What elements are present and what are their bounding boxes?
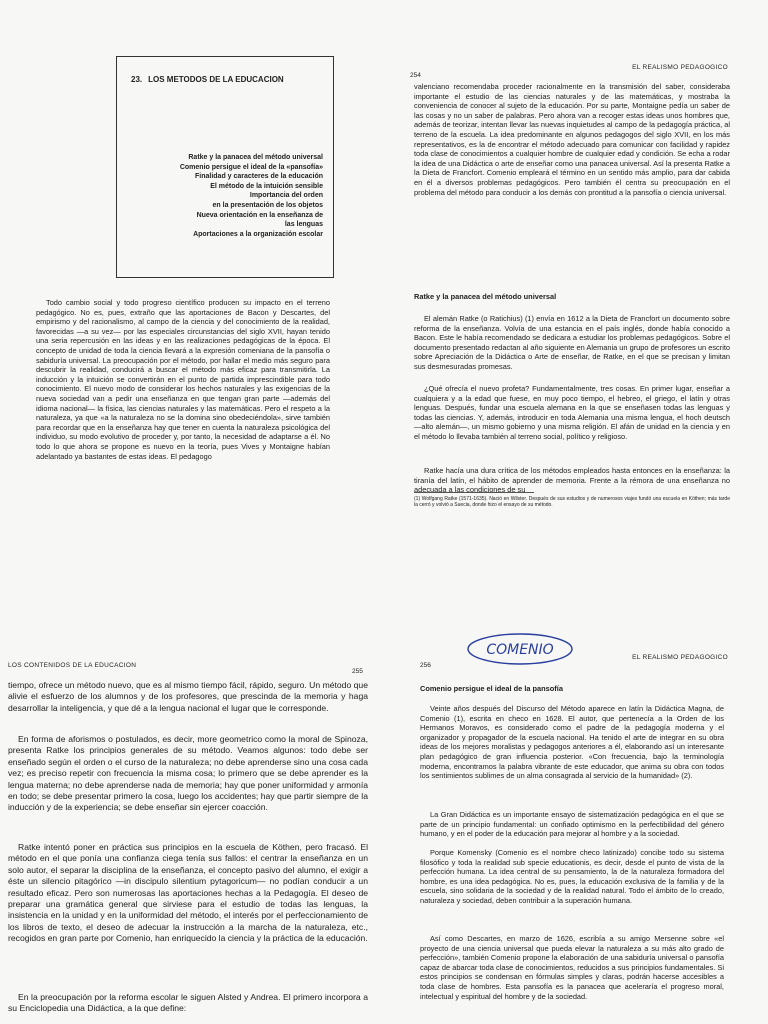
chapter-number: 23. — [131, 75, 143, 84]
handwritten-note-icon — [464, 630, 576, 668]
body-paragraph: ¿Qué ofrecía el nuevo profeta? Fundamentalmente, tres cosas. En primer lugar, enseñar a cualquiera y a la edad que fuese, en muy poco tiempo, el hebreo, el griego, el latín y otras lenguas. Después, fundar una escuela alemana en la que se enseñasen todas las lenguas y todas las ciencias. Y, además, introducir en toda Alemania una misma lengua, el hoch deutsch —alto alemán—, un mismo gobierno y una misma religión. El afán de unidad en la ciencia y en el método lo llevaba también al terreno social, político y religioso. — [414, 384, 730, 441]
body-paragraph: valenciano recomendaba proceder racionalmente en la transmisión del saber, consideraba importante el estudio de las ciencias naturales y de las matemáticas, y mostraba la conveniencia de conocer al sujeto de la educación. Por su parte, Montaigne pedía un saber de las cosas y no un saber de palabras. Pero ahora van a recoger estas ideas unos hombres que, además de teorizar, intentan llevar las nuevas inquietudes al campo de la pedagogía práctica, al terreno de la escuela. La idea predominante en algunos pedagogos del siglo XVII, en los más representativos, es la de encontrar el método adecuado para comunicar con facilidad y rapidez toda clase de conocimientos a cualquier hombre de cualquier edad y condición. Se echa a rodar la idea de una Didáctica o arte de enseñar como una panacea universal. Así la presenta Ratke a la Dieta de Francfort. Comenio empleará el término en un sentido más amplio, para dar cabida en él a diversos problemas pedagógicos. Pero también él centra su preocupación en el problema del método para conducir a los demás con prontitud a la pansofía o ciencia universal. — [414, 82, 730, 197]
page-bottom-left — [0, 512, 384, 1024]
page-bottom-right — [384, 512, 768, 1024]
page-top-left — [0, 0, 384, 512]
body-paragraph: En la preocupación por la reforma escolar le siguen Alsted y Andrea. El primero incorpora a su Enciclopedia una Didáctica, a la que define: — [8, 992, 368, 1014]
chapter-contents — [180, 153, 323, 239]
body-paragraph: La Gran Didáctica es un importante ensayo de sistematización pedagógica en el que se parte de un principio fundamental: un confiado optimismo en la perfectibilidad del género humano, y en el poder de la educación para mejorar al hombre y a la sociedad. — [420, 810, 724, 839]
page-number: 254 — [410, 72, 421, 79]
body-paragraph: Así como Descartes, en marzo de 1626, escribía a su amigo Mersenne sobre «el proyecto de una ciencia universal que pueda elevar la naturaleza a su más alto grado de perfección», también Comenio propone la elaboración de una sabiduría universal o pansofía capaz de abarcar toda clase de conocimientos, reducidos a sus principios fundamentales. Si estos principios se condensan en fórmulas simples y claras, podrán hacerse accesibles a toda clase de hombres. Esta pansofía es la panacea que aceleraría el progreso moral, intelectual y espiritual del hombre y de la sociedad. — [420, 934, 724, 1001]
footnote-rule — [414, 492, 534, 493]
body-paragraph: Ratke hacía una dura crítica de los métodos empleados hasta entonces en la enseñanza: la tiranía del latín, el hábito de aprender de memoria. Frente a la rémora de una enseñanza no adecuada a las condiciones de su — [414, 466, 730, 495]
chapter-heading — [131, 75, 290, 84]
intro-paragraph: Todo cambio social y todo progreso científico producen su impacto en el terreno pedagógico. No es, pues, extraño que las aportaciones de Bacon y Descartes, del empirismo y del racionalismo, al campo de la ciencia y del conocimiento de la realidad, favorecidas —a su vez— por las especiales circunstancias del siglo XVII, hayan tenido una seria repercusión en las ideas y en las realizaciones pedagógicas de la época. El concepto de unidad de toda la ciencia llevará a la expresión comeniana de la pansofía o sabiduría universal. La preocupación por el método, por hallar el medio más seguro para descubrir la realidad, conducirá a buscar el método más eficaz para transmitirla. La inducción y la intuición se convertirán en el punto de partida imprescindible para todo conocimiento. El nuevo modo de considerar los hechos naturales y las exigencias de la nueva sociedad van a pedir una enseñanza en que tengan gran parte —además del idioma nacional— la física, las ciencias naturales y las matemáticas. Pero el respeto a la naturaleza, ya que «a la naturaleza no se la domina sino obedeciéndola», sirve también para recordar que en la enseñanza hay que tener en cuenta la naturaleza psicológica del individuo, su modo evolutivo de proceder y, por tanto, la necesidad de adaptarse a él. No todo lo que ahora se propone es nuevo en la teoría, pues Vives y Montaigne habían adelantado ya bastantes de estas ideas. El pedagogo — [36, 298, 330, 461]
footnote: (1) Wolfgang Ratke (1571-1635). Nació en Wilster. Después de sus estudios y de numerosos viajes fundó una escuela en Köthen; más tarde la cerró y volvió a Suecia, donde hizo el ensayo de su método. — [414, 496, 730, 509]
running-head: EL REALISMO PEDAGOGICO — [632, 654, 728, 661]
section-heading: Comenio persigue el ideal de la pansofía — [420, 684, 563, 693]
body-paragraph: Veinte años después del Discurso del Método aparece en latín la Didáctica Magna, de Comenio (1), escrita en checo en 1628. El autor, que pertenecía a la Orden de los Hermanos Moravos, es considerado como el padre de la pedagogía moderna y el organizador y propagador de la escuela nacional. Ha tenido el arte de integrar en su obra ideas de los mejores moralistas y pedagogos anteriores a él, elaborando así un interesante plan pedagógico de gran influencia posterior. «Con frecuencia, bajo la terminología moderna, encontramos la palabra vibrante de este educador, que anima su obra con todos los sentimientos sublimes de un alma consagrada al servicio de la humanidad» (2). — [420, 704, 724, 781]
toc-item: Finalidad y caracteres de la educación — [195, 173, 323, 181]
running-head: LOS CONTENIDOS DE LA EDUCACION — [8, 662, 137, 669]
toc-item: Importancia del orden — [249, 192, 323, 200]
body-paragraph: tiempo, ofrece un método nuevo, que es al mismo tiempo fácil, rápido, seguro. Un método que alivie el esfuerzo de los alumnos y de los profesores, que prescinda de la memoria y haga desarrollar la inteligencia, y que dé a la lengua nacional el lugar que le corresponde. — [8, 680, 368, 713]
body-paragraph: En forma de aforismos o postulados, es decir, more geometrico como la moral de Spinoza, presenta Ratke los principios generales de su método. Veamos algunos: todo debe ser enseñado según el orden o el curso de la naturaleza; no debe aprenderse sino una cosa cada vez; es preciso repetir con frecuencia la misma cosa; lo primero que se debe aprender es la lengua materna; no debe aprenderse nada de memoria; hay que poner uniformidad y armonía en todo; se debe presentar primero la cosa, luego los accidentes; hay que partir siempre de la inducción y de la experiencia; se debe enseñar sin ejercer coacción. — [8, 734, 368, 813]
section-heading: Ratke y la panacea del método universal — [414, 292, 557, 301]
toc-item: Ratke y la panacea del método universal — [188, 154, 323, 161]
toc-item: Nueva orientación en la enseñanza de — [196, 211, 323, 219]
toc-item: las lenguas — [284, 221, 323, 229]
toc-item: Aportaciones a la organización escolar — [193, 230, 323, 238]
toc-item: Comenio persigue el ideal de la «pansofía» — [179, 163, 323, 171]
page-number: 256 — [420, 662, 431, 669]
page-top-right — [384, 0, 768, 512]
chapter-box — [116, 56, 334, 278]
running-head: EL REALISMO PEDAGOGICO — [632, 64, 728, 71]
body-paragraph: El alemán Ratke (o Ratichius) (1) envía en 1612 a la Dieta de Francfort un documento sobre reforma de la enseñanza. Volvía de una estancia en el país inglés, donde había conocido a Bacon. Este le había recomendado se dedicara a estudiar los problemas pedagógicos. Sobre el documento presentado redactan al año siguiente en Alemania un grupo de profesores un escrito sobre Apreciación de la Didáctica o Arte de enseñar, de Ratke, en el que se precisan y limitan sus desmesuradas promesas. — [414, 314, 730, 371]
page-number: 255 — [352, 668, 363, 675]
body-paragraph: Ratke intentó poner en práctica sus principios en la escuela de Köthen, pero fracasó. El método en el que ponía una confianza ciega tenía sus fallos: el centrar la enseñanza en un solo autor, el separar la disciplina de la enseñanza, el concepto pasivo del alumno, el exigir a éste un silencio pitagórico —in discipulo silentium pytagoricum— no podían conducir a un resultado eficaz. Pero son numerosas las aportaciones hechas a la Pedagogía. El deseo de preparar una gramática general que sirviese para el estudio de todas las lenguas, la insistencia en la unidad y en la uniformidad del método, el interés por el perfeccionamiento de los libros de texto, el deseo de adecuar la instrucción a la marcha de la naturaleza, etc., recogidos en gran parte por Comenio, han enriquecido la ciencia y la práctica de la educación. — [8, 842, 368, 944]
chapter-title: LOS METODOS DE LA EDUCACION — [148, 75, 284, 84]
toc-item: El método de la intuición sensible — [210, 182, 323, 190]
handwritten-note: COMENIO — [486, 642, 554, 658]
toc-item: en la presentación de los objetos — [212, 201, 323, 209]
body-paragraph: Porque Komensky (Comenio es el nombre checo latinizado) concibe todo su sistema filosófico y toda la realidad sub specie educationis, es decir, desde el punto de vista de la perfección humana. La idea central de su pensamiento, la de la naturaleza formadora del hombre, es una idea pedagógica. No es, pues, la educación exclusiva de la familia y de la escuela, sino solidaria de la sociedad y de la realidad natural. Todo el ámbito de lo creado, naturaleza y sociedad, deben contribuir a la superación humana. — [420, 848, 724, 905]
